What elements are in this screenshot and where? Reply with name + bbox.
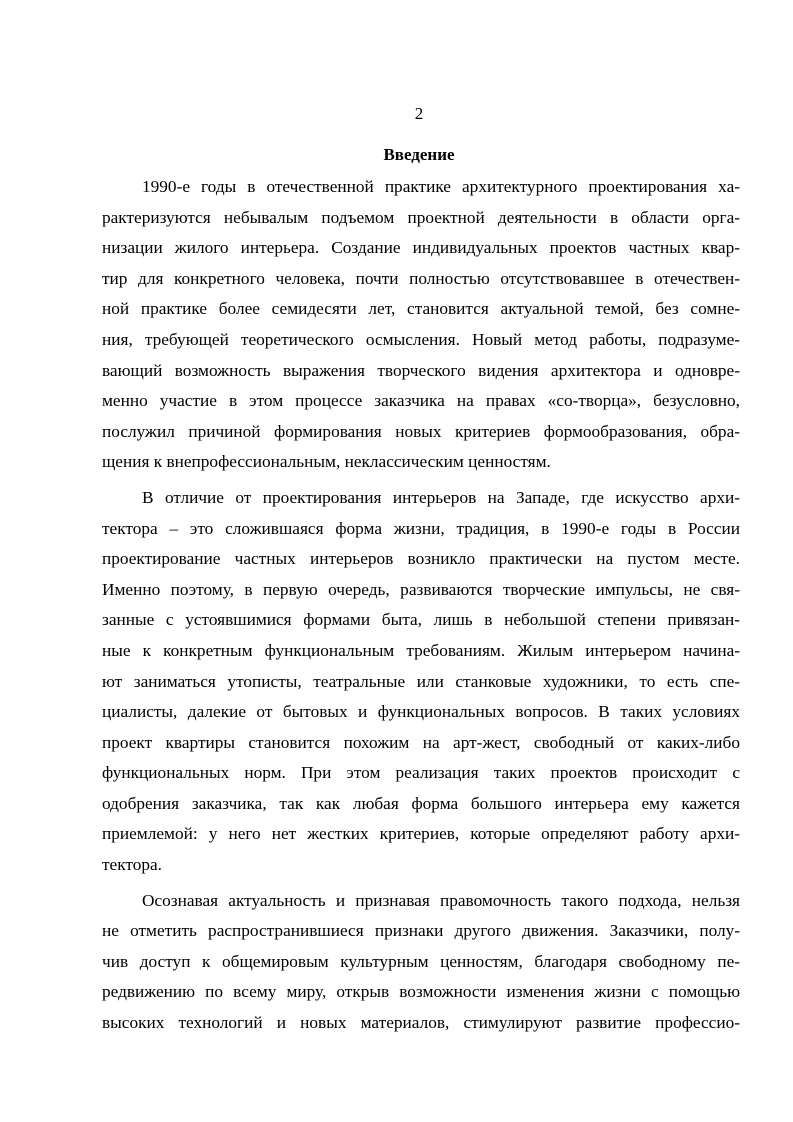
paragraph-2	[102, 483, 740, 881]
text-line: Именно поэтому, в первую очередь, развиваются творческие импульсы, не свя-	[102, 579, 740, 599]
text-line: приемлемой: у него нет жестких критериев, которые определяют работу архи-	[102, 824, 740, 844]
text-line: циалисты, далекие от бытовых и функциональных вопросов. В таких условиях	[102, 702, 740, 722]
section-heading: Введение	[383, 145, 455, 164]
text-line: ния, требующей теоретического осмысления. Новый метод работы, подразуме-	[102, 329, 740, 349]
text-line: ные к конкретным функциональным требованиям. Жилым интерьером начина-	[102, 640, 740, 660]
text-line: тектора.	[102, 855, 162, 875]
text-line: проект квартиры становится похожим на арт-жест, свободный от каких-либо	[102, 732, 740, 752]
text-line: щения к внепрофессиональным, неклассическим ценностям.	[102, 452, 551, 472]
text-line: 1990-е годы в отечественной практике архитектурного проектирования ха-	[142, 177, 740, 196]
text-line: ют заниматься утописты, театральные или станковые художники, то есть спе-	[102, 671, 740, 691]
paragraph-1	[102, 172, 740, 478]
paragraph-3	[102, 886, 740, 1039]
page-number: 2	[414, 104, 424, 123]
text-line: Осознавая актуальность и признавая правомочность такого подхода, нельзя	[142, 890, 740, 910]
text-line: вающий возможность выражения творческого видения архитектора и одновре-	[102, 360, 740, 380]
text-line: редвижению по всему миру, открыв возможности изменения жизни с помощью	[102, 982, 740, 1002]
text-line: тектора – это сложившаяся форма жизни, традиция, в 1990-е годы в России	[102, 518, 740, 538]
text-line: проектирование частных интерьеров возникло практически на пустом месте.	[102, 549, 740, 569]
body-text	[102, 172, 740, 1039]
text-line: тир для конкретного человека, почти полностью отсутствовавшее в отечествен-	[102, 268, 740, 288]
text-line: послужил причиной формирования новых критериев формообразования, обра-	[102, 421, 740, 441]
text-line: чив доступ к общемировым культурным ценностям, благодаря свободному пе-	[102, 951, 740, 971]
text-line: низации жилого интерьера. Создание индивидуальных проектов частных квар-	[102, 238, 740, 258]
text-line: не отметить распространившиеся признаки другого движения. Заказчики, полу-	[102, 921, 740, 941]
text-line: ной практике более семидесяти лет, становится актуальной темой, без сомне-	[102, 299, 740, 319]
text-line: занные с устоявшимися формами быта, лишь в небольшой степени привязан-	[102, 610, 740, 630]
text-line: высоких технологий и новых материалов, стимулируют развитие профессио-	[102, 1013, 740, 1033]
text-line: менно участие в этом процессе заказчика на правах «со-творца», безусловно,	[102, 391, 740, 411]
text-line: рактеризуются небывалым подъемом проектной деятельности в области орга-	[102, 207, 740, 227]
text-line: одобрения заказчика, так как любая форма большого интерьера ему кажется	[102, 793, 740, 813]
text-line: функциональных норм. При этом реализация таких проектов происходит с	[102, 763, 740, 783]
text-line: В отличие от проектирования интерьеров на Западе, где искусство архи-	[142, 487, 740, 507]
